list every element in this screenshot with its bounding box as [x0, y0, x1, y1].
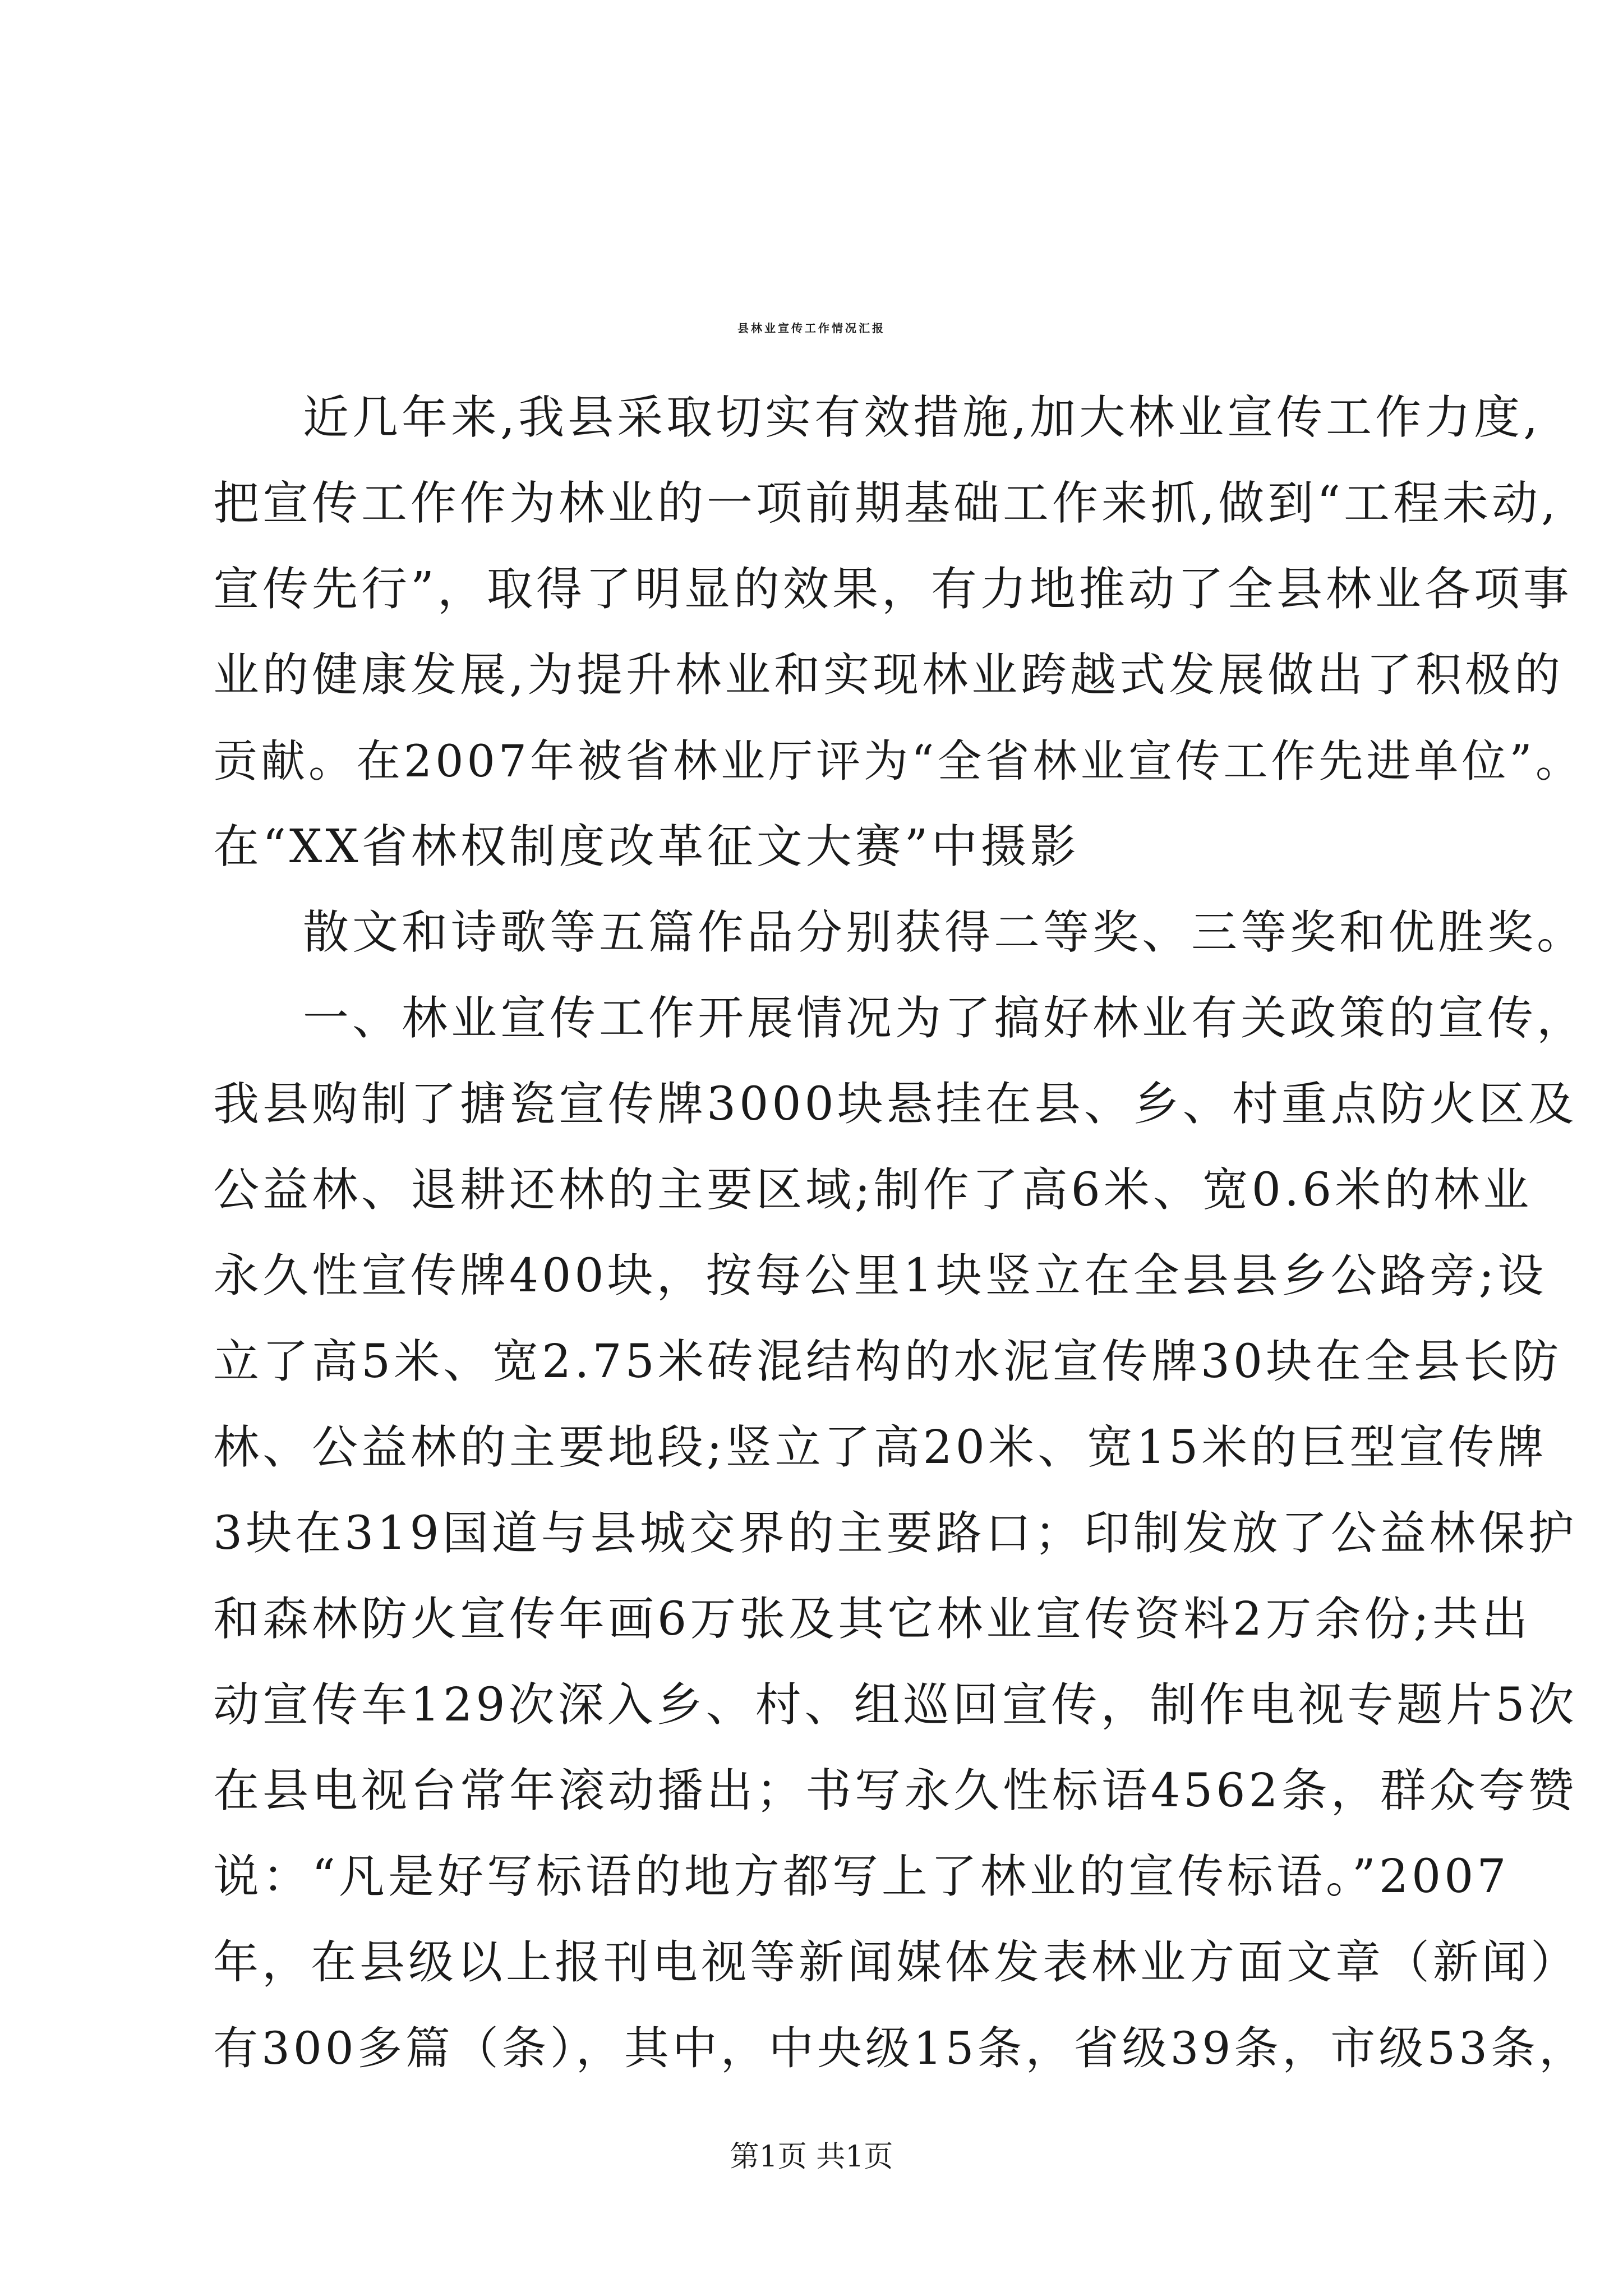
text-line-6: 在“XX省林权制度改革征文大赛”中摄影 — [213, 820, 1080, 873]
text-line-7: 散文和诗歌等五篇作品分别获得二等奖、三等奖和优胜奖。 — [303, 906, 1587, 959]
text-line-19: 年，在县级以上报刊电视等新闻媒体发表林业方面文章（新闻） — [213, 1936, 1580, 1989]
text-line-11: 永久性宣传牌400块，按每公里1块竖立在全县县乡公路旁;设 — [213, 1249, 1547, 1303]
text-line-3: 宣传先行”，取得了明显的效果，有力地推动了全县林业各项事 — [213, 563, 1573, 616]
page-number-footer: 第1页 共1页 — [730, 2140, 893, 2174]
document-title: 县林业宣传工作情况汇报 — [737, 321, 886, 335]
text-line-17: 在县电视台常年滚动播出；书写永久性标语4562条，群众夸赞 — [213, 1764, 1578, 1818]
text-line-13: 林、公益林的主要地段;竖立了高20米、宽15米的巨型宣传牌 — [213, 1421, 1547, 1474]
text-line-16: 动宣传车129次深入乡、村、组巡回宣传，制作电视专题片5次 — [213, 1678, 1578, 1732]
text-line-9: 我县购制了搪瓷宣传牌3000块悬挂在县、乡、村重点防火区及 — [213, 1078, 1578, 1131]
text-line-1: 近几年来,我县采取切实有效措施,加大林业宣传工作力度, — [303, 391, 1542, 444]
text-line-10: 公益林、退耕还林的主要区域;制作了高6米、宽0.6米的林业 — [213, 1163, 1533, 1217]
text-line-4: 业的健康发展,为提升林业和实现林业跨越式发展做出了积极的 — [213, 648, 1564, 702]
text-line-8: 一、林业宣传工作开展情况为了搞好林业有关政策的宣传， — [303, 992, 1587, 1045]
text-line-18: 说：“凡是好写标语的地方都写上了林业的宣传标语。”2007 — [213, 1850, 1510, 1903]
text-line-14: 3块在319国道与县城交界的主要路口；印制发放了公益林保护 — [213, 1507, 1578, 1560]
text-line-2: 把宣传工作作为林业的一项前期基础工作来抓,做到“工程未动, — [213, 477, 1560, 530]
text-line-5: 贡献。在2007年被省林业厅评为“全省林业宣传工作先进单位”。 — [213, 735, 1583, 787]
text-line-15: 和森林防火宣传年画6万张及其它林业宣传资料2万余份;共出 — [213, 1593, 1531, 1646]
text-line-20: 有300多篇（条），其中，中央级15条，省级39条，市级53条， — [213, 2022, 1588, 2074]
text-line-12: 立了高5米、宽2.75米砖混结构的水泥宣传牌30块在全县长防 — [213, 1335, 1562, 1388]
